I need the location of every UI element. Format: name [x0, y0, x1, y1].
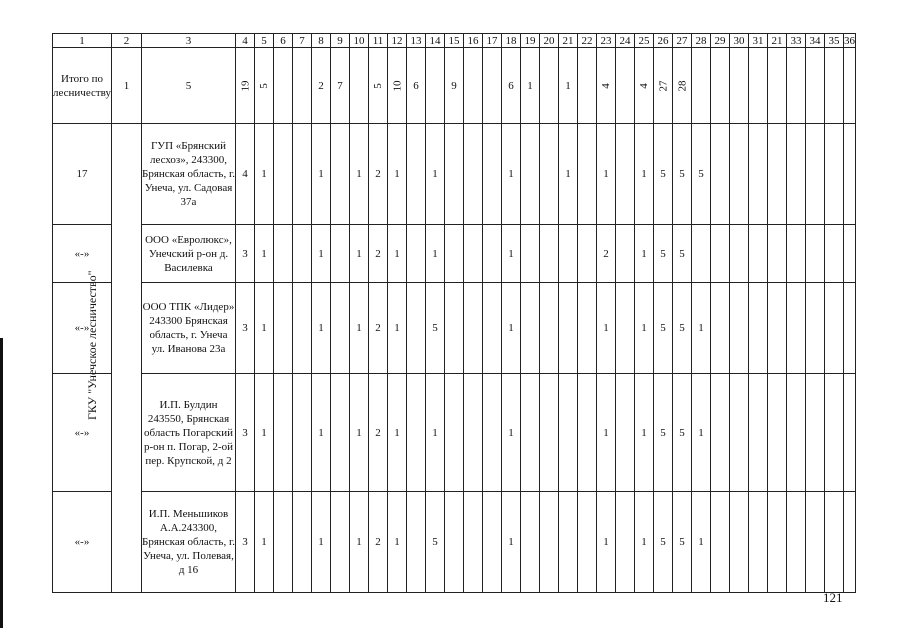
- row-value: [730, 124, 749, 225]
- row-value: [768, 283, 787, 374]
- row-value: [540, 492, 559, 593]
- row-value: 1: [350, 225, 369, 283]
- totals-value: [749, 48, 768, 124]
- row-col1: «-»: [53, 492, 112, 593]
- row-value: [407, 492, 426, 593]
- row-value: 1: [559, 124, 578, 225]
- row-value: [483, 374, 502, 492]
- totals-value: 7: [331, 48, 350, 124]
- totals-value-text: 4: [600, 82, 612, 89]
- row-value: [749, 124, 768, 225]
- totals-value: [654, 48, 673, 124]
- row-col1: «-»: [53, 374, 112, 492]
- row-value: [483, 283, 502, 374]
- totals-value: [483, 48, 502, 124]
- row-value: [711, 124, 730, 225]
- row-value: 1: [350, 283, 369, 374]
- totals-col2: 1: [112, 48, 142, 124]
- row-value: 1: [502, 283, 521, 374]
- organization-cell: ООО «Евролюкс», Унечский р-он д. Василевка: [142, 225, 236, 283]
- row-value: 1: [388, 124, 407, 225]
- row-value: [749, 225, 768, 283]
- column-number: 5: [255, 34, 274, 48]
- row-value: [616, 374, 635, 492]
- totals-value: [426, 48, 445, 124]
- row-value: [445, 492, 464, 593]
- row-value: 1: [635, 124, 654, 225]
- row-value: [768, 374, 787, 492]
- row-value: [464, 374, 483, 492]
- row-value: [806, 492, 825, 593]
- column-number: 3: [142, 34, 236, 48]
- totals-value: 2: [312, 48, 331, 124]
- totals-value: [255, 48, 274, 124]
- totals-value: [578, 48, 597, 124]
- row-value: [749, 283, 768, 374]
- row-value: [293, 492, 312, 593]
- row-value: [730, 492, 749, 593]
- row-value: 1: [312, 283, 331, 374]
- row-value: 1: [350, 374, 369, 492]
- row-value: [787, 374, 806, 492]
- row-value: 1: [350, 124, 369, 225]
- column-number: 17: [483, 34, 502, 48]
- column-number: 21: [768, 34, 787, 48]
- row-value: [730, 283, 749, 374]
- row-value: 1: [502, 124, 521, 225]
- totals-value: [616, 48, 635, 124]
- column-number: 24: [616, 34, 635, 48]
- row-value: [844, 124, 856, 225]
- organization-cell: И.П. Булдин 243550, Брянская область Погарский р-он п. Погар, 2-ой пер. Крупской, д 2: [142, 374, 236, 492]
- totals-row: [53, 48, 856, 124]
- row-value: [806, 283, 825, 374]
- column-number: 33: [787, 34, 806, 48]
- row-value: [844, 283, 856, 374]
- row-value: [274, 124, 293, 225]
- row-value: 5: [673, 283, 692, 374]
- row-value: 3: [236, 374, 255, 492]
- row-value: [616, 225, 635, 283]
- row-value: [521, 374, 540, 492]
- column-number: 4: [236, 34, 255, 48]
- row-value: [825, 225, 844, 283]
- row-value: 1: [502, 492, 521, 593]
- row-value: [445, 374, 464, 492]
- totals-col3: 5: [142, 48, 236, 124]
- row-value: 1: [502, 225, 521, 283]
- row-value: [331, 374, 350, 492]
- row-value: [578, 492, 597, 593]
- row-value: [274, 492, 293, 593]
- row-value: [540, 374, 559, 492]
- row-value: 1: [426, 124, 445, 225]
- row-value: [578, 374, 597, 492]
- organization-cell: ГУП «Брянский лесхоз», 243300, Брянская область, г. Унеча, ул. Садовая 37а: [142, 124, 236, 225]
- column-number: 6: [274, 34, 293, 48]
- row-value: 5: [673, 225, 692, 283]
- row-value: [768, 225, 787, 283]
- totals-value: [236, 48, 255, 124]
- row-value: 1: [255, 374, 274, 492]
- column-number: 25: [635, 34, 654, 48]
- row-value: [521, 124, 540, 225]
- row-value: 1: [312, 124, 331, 225]
- row-value: [616, 283, 635, 374]
- row-value: [692, 225, 711, 283]
- row-value: 1: [635, 283, 654, 374]
- row-value: [331, 283, 350, 374]
- totals-value-text: 27: [657, 80, 669, 91]
- totals-value: [787, 48, 806, 124]
- totals-value-text: 5: [258, 82, 270, 89]
- row-value: [806, 225, 825, 283]
- totals-value: [635, 48, 654, 124]
- left-edge-bar: [0, 338, 3, 628]
- row-value: [331, 124, 350, 225]
- row-value: [559, 283, 578, 374]
- table-row: [53, 374, 856, 492]
- row-value: 5: [654, 225, 673, 283]
- row-value: [407, 374, 426, 492]
- row-value: [787, 492, 806, 593]
- row-value: [844, 374, 856, 492]
- row-value: [274, 374, 293, 492]
- row-value: [521, 283, 540, 374]
- column-number: 15: [445, 34, 464, 48]
- page-number: 121: [823, 590, 843, 605]
- totals-value: [730, 48, 749, 124]
- row-value: [483, 492, 502, 593]
- column-number: 18: [502, 34, 521, 48]
- column-number: 26: [654, 34, 673, 48]
- column-number: 31: [749, 34, 768, 48]
- row-value: 5: [692, 124, 711, 225]
- row-value: 5: [426, 492, 445, 593]
- row-value: 1: [255, 492, 274, 593]
- row-value: 5: [654, 492, 673, 593]
- row-value: [749, 374, 768, 492]
- row-value: 1: [692, 492, 711, 593]
- totals-value: 6: [502, 48, 521, 124]
- row-value: [540, 225, 559, 283]
- row-value: [711, 225, 730, 283]
- table-row: [53, 283, 856, 374]
- row-value: [578, 225, 597, 283]
- row-value: 1: [502, 374, 521, 492]
- column-number: 7: [293, 34, 312, 48]
- row-value: 5: [673, 492, 692, 593]
- row-value: [293, 283, 312, 374]
- row-value: [407, 124, 426, 225]
- row-col1: «-»: [53, 225, 112, 283]
- column-number: 21: [559, 34, 578, 48]
- row-value: 2: [369, 374, 388, 492]
- totals-value: [597, 48, 616, 124]
- row-value: [787, 225, 806, 283]
- row-value: 3: [236, 225, 255, 283]
- row-value: [616, 492, 635, 593]
- row-value: [559, 374, 578, 492]
- row-value: [293, 374, 312, 492]
- row-value: [825, 492, 844, 593]
- row-value: 5: [673, 124, 692, 225]
- row-value: 1: [312, 374, 331, 492]
- row-value: [825, 124, 844, 225]
- row-value: [806, 374, 825, 492]
- row-value: 2: [369, 492, 388, 593]
- column-number: 27: [673, 34, 692, 48]
- row-value: [578, 124, 597, 225]
- row-value: [616, 124, 635, 225]
- column-number: 14: [426, 34, 445, 48]
- totals-value-text: 28: [676, 80, 688, 91]
- row-value: 5: [673, 374, 692, 492]
- totals-value: 1: [559, 48, 578, 124]
- totals-value: [673, 48, 692, 124]
- totals-value: [464, 48, 483, 124]
- totals-value: [844, 48, 856, 124]
- row-value: 2: [369, 124, 388, 225]
- row-value: [711, 492, 730, 593]
- row-value: 1: [388, 283, 407, 374]
- totals-value: [806, 48, 825, 124]
- row-value: [331, 492, 350, 593]
- table-row: [53, 492, 856, 593]
- row-value: [293, 124, 312, 225]
- row-value: [483, 124, 502, 225]
- row-value: 1: [388, 374, 407, 492]
- forestry-cell: [112, 124, 142, 593]
- row-value: [711, 374, 730, 492]
- row-value: 1: [597, 283, 616, 374]
- column-number: 30: [730, 34, 749, 48]
- totals-value: [369, 48, 388, 124]
- row-value: 1: [692, 374, 711, 492]
- row-value: 1: [388, 225, 407, 283]
- column-number: 2: [112, 34, 142, 48]
- organization-cell: И.П. Меньшиков А.А.243300, Брянская область, г. Унеча, ул. Полевая, д 16: [142, 492, 236, 593]
- row-value: 1: [255, 225, 274, 283]
- totals-value: [540, 48, 559, 124]
- column-number: 23: [597, 34, 616, 48]
- row-value: [825, 374, 844, 492]
- totals-value-text: 10: [391, 80, 403, 91]
- forestry-name: ГКУ "Унечское лесничество": [85, 270, 99, 420]
- row-value: [483, 225, 502, 283]
- row-value: 5: [654, 374, 673, 492]
- totals-value: 1: [521, 48, 540, 124]
- column-number: 34: [806, 34, 825, 48]
- row-value: [407, 225, 426, 283]
- column-number: 28: [692, 34, 711, 48]
- totals-value: 9: [445, 48, 464, 124]
- row-value: 2: [597, 225, 616, 283]
- row-value: [464, 225, 483, 283]
- column-number: 1: [53, 34, 112, 48]
- row-value: 1: [635, 374, 654, 492]
- column-number: 12: [388, 34, 407, 48]
- row-value: [521, 492, 540, 593]
- column-number: 35: [825, 34, 844, 48]
- organization-cell: ООО ТПК «Лидер» 243300 Брянская область, г. Унеча ул. Иванова 23а: [142, 283, 236, 374]
- row-value: [540, 283, 559, 374]
- row-value: 1: [597, 492, 616, 593]
- row-value: [464, 283, 483, 374]
- column-number: 13: [407, 34, 426, 48]
- row-value: [768, 492, 787, 593]
- row-col1: «-»: [53, 283, 112, 374]
- row-value: [730, 225, 749, 283]
- column-number: 20: [540, 34, 559, 48]
- row-value: [711, 283, 730, 374]
- row-value: [464, 124, 483, 225]
- row-value: 1: [255, 283, 274, 374]
- row-value: [274, 225, 293, 283]
- row-value: 1: [635, 492, 654, 593]
- row-value: 4: [236, 124, 255, 225]
- row-value: [806, 124, 825, 225]
- row-value: 5: [654, 283, 673, 374]
- totals-value: [350, 48, 369, 124]
- row-value: [844, 225, 856, 283]
- row-col1: 17: [53, 124, 112, 225]
- column-number: 8: [312, 34, 331, 48]
- row-value: [407, 283, 426, 374]
- row-value: [787, 283, 806, 374]
- column-number: 9: [331, 34, 350, 48]
- totals-value: [711, 48, 730, 124]
- row-value: 1: [597, 124, 616, 225]
- row-value: 1: [350, 492, 369, 593]
- row-value: 1: [255, 124, 274, 225]
- totals-value: [768, 48, 787, 124]
- totals-value-text: 4: [638, 82, 650, 89]
- forestry-report-table: [52, 33, 856, 593]
- row-value: 1: [692, 283, 711, 374]
- totals-value-text: 5: [372, 82, 384, 89]
- row-value: [521, 225, 540, 283]
- row-value: [825, 283, 844, 374]
- totals-value-text: 19: [239, 80, 251, 91]
- column-number: 16: [464, 34, 483, 48]
- row-value: 1: [426, 225, 445, 283]
- row-value: 1: [388, 492, 407, 593]
- table-row: [53, 225, 856, 283]
- row-value: [464, 492, 483, 593]
- row-value: 5: [654, 124, 673, 225]
- row-value: [844, 492, 856, 593]
- totals-label: Итого по лесничеству: [53, 48, 112, 124]
- row-value: [749, 492, 768, 593]
- column-number: 36: [844, 34, 855, 47]
- totals-value: [293, 48, 312, 124]
- row-value: [787, 124, 806, 225]
- header-row: [53, 34, 856, 48]
- row-value: 2: [369, 225, 388, 283]
- row-value: 1: [312, 225, 331, 283]
- column-number: 11: [369, 34, 388, 48]
- column-number: 29: [711, 34, 730, 48]
- row-value: [540, 124, 559, 225]
- row-value: 3: [236, 283, 255, 374]
- row-value: 1: [312, 492, 331, 593]
- row-value: [445, 124, 464, 225]
- row-value: [730, 374, 749, 492]
- table-row: [53, 124, 856, 225]
- row-value: [559, 492, 578, 593]
- column-number: 19: [521, 34, 540, 48]
- totals-value: 6: [407, 48, 426, 124]
- row-value: [293, 225, 312, 283]
- row-value: [331, 225, 350, 283]
- row-value: 1: [426, 374, 445, 492]
- row-value: [559, 225, 578, 283]
- column-number: 10: [350, 34, 369, 48]
- totals-value: [274, 48, 293, 124]
- totals-value: [825, 48, 844, 124]
- row-value: 2: [369, 283, 388, 374]
- row-value: [768, 124, 787, 225]
- row-value: 1: [597, 374, 616, 492]
- row-value: [578, 283, 597, 374]
- totals-value: [692, 48, 711, 124]
- row-value: [445, 225, 464, 283]
- row-value: 1: [635, 225, 654, 283]
- row-value: [274, 283, 293, 374]
- row-value: 5: [426, 283, 445, 374]
- column-number: 22: [578, 34, 597, 48]
- row-value: [445, 283, 464, 374]
- row-value: 3: [236, 492, 255, 593]
- totals-value: [388, 48, 407, 124]
